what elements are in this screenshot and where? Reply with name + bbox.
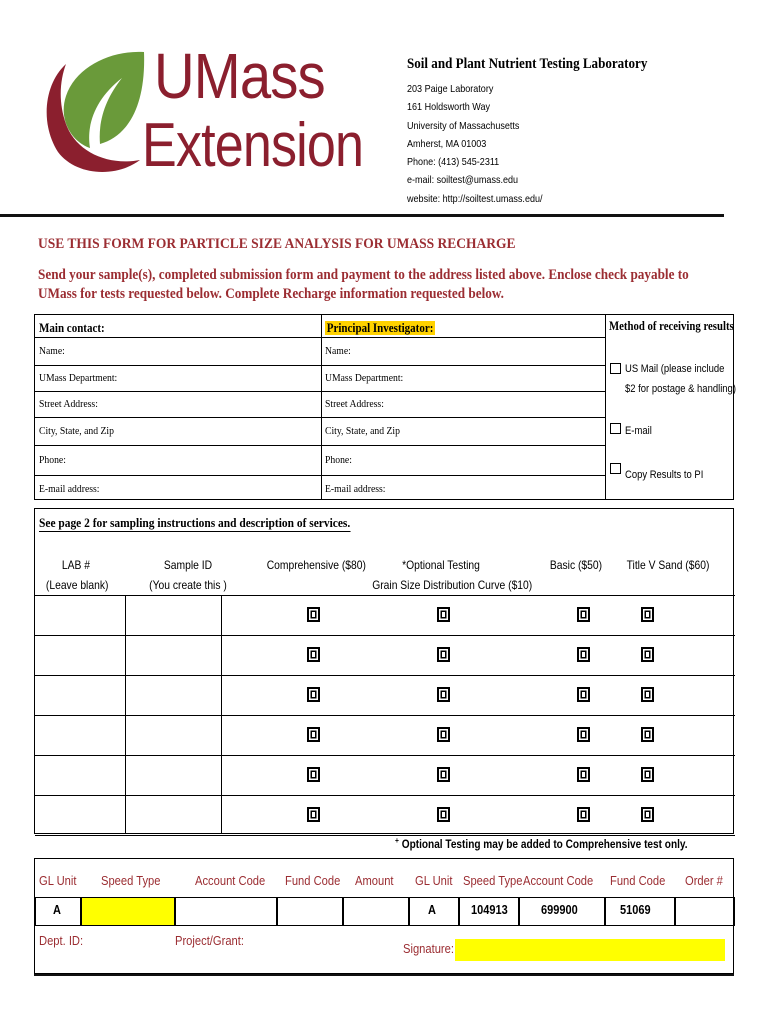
- project-grant-label: Project/Grant:: [175, 933, 244, 948]
- titlev-checkbox[interactable]: [641, 767, 654, 782]
- logo-umass-text: UMass: [154, 40, 325, 112]
- contact-phone-field[interactable]: Phone:: [39, 454, 66, 466]
- lab-number-cell[interactable]: [35, 795, 125, 835]
- gl-unit-header-2: GL Unit: [415, 873, 453, 888]
- signature-field[interactable]: [455, 939, 725, 961]
- account-code-value-2: 699900: [541, 903, 578, 917]
- lab-number-cell[interactable]: [35, 715, 125, 755]
- dept-id-label: Dept. ID:: [39, 933, 84, 948]
- speed-type-header-2: Speed Type: [463, 873, 523, 888]
- pi-heading: [325, 321, 435, 336]
- gl-unit-value-2: A: [428, 903, 436, 917]
- comprehensive-checkbox[interactable]: [307, 767, 320, 782]
- contact-department-field[interactable]: UMass Department:: [39, 372, 118, 384]
- basic-checkbox[interactable]: [577, 767, 590, 782]
- lab-title: Soil and Plant Nutrient Testing Laboratory: [407, 56, 648, 72]
- comprehensive-checkbox[interactable]: [307, 807, 320, 822]
- col-comprehensive-header: Comprehensive ($80): [266, 558, 366, 572]
- account-code-header: Account Code: [195, 873, 266, 888]
- titlev-checkbox[interactable]: [641, 807, 654, 822]
- pi-heading-text: Principal Investigator:: [326, 321, 434, 335]
- sample-id-cell[interactable]: [125, 595, 221, 635]
- lab-number-cell[interactable]: [35, 675, 125, 715]
- leaf-logo-icon: [36, 44, 156, 184]
- optional-testing-note: [395, 836, 688, 851]
- pi-department-field[interactable]: UMass Department:: [325, 372, 404, 384]
- divider: [35, 445, 605, 446]
- method-heading: Method of receiving results: [609, 319, 734, 333]
- order-number-header: Order #: [685, 873, 723, 888]
- sample-id-cell[interactable]: [125, 755, 221, 795]
- order-number-cell[interactable]: [675, 897, 735, 926]
- col-lab-sub: (Leave blank): [45, 578, 109, 592]
- pi-email-field[interactable]: E-mail address:: [325, 483, 386, 495]
- comprehensive-checkbox[interactable]: [307, 607, 320, 622]
- basic-checkbox[interactable]: [577, 727, 590, 742]
- optional-testing-checkbox[interactable]: [437, 807, 450, 822]
- col-optional-title: *Optional Testing: [402, 558, 480, 572]
- optional-testing-checkbox[interactable]: [437, 647, 450, 662]
- titlev-checkbox[interactable]: [641, 687, 654, 702]
- divider: [35, 417, 605, 418]
- speed-type-header: Speed Type: [101, 873, 161, 888]
- us-mail-label-sub: $2 for postage & handling): [625, 383, 736, 395]
- logo-extension-text: Extension: [142, 111, 364, 180]
- fund-code-cell[interactable]: [277, 897, 343, 926]
- col-lab-title: LAB #: [61, 558, 91, 572]
- fund-code-header-2: Fund Code: [610, 873, 666, 888]
- optional-testing-checkbox[interactable]: [437, 767, 450, 782]
- signature-label: Signature:: [403, 941, 454, 956]
- address-line: University of Massachusetts: [407, 119, 520, 132]
- email-method-label: E-mail: [625, 425, 652, 437]
- fund-code-header: Fund Code: [285, 873, 341, 888]
- amount-header: Amount: [355, 873, 394, 888]
- contact-name-field[interactable]: Name:: [39, 345, 65, 357]
- main-contact-heading: Main contact:: [39, 321, 105, 335]
- optional-note-text: Optional Testing may be added to Comprehensive test only.: [401, 837, 688, 851]
- form-headline: USE THIS FORM FOR PARTICLE SIZE ANALYSIS FOR UMASS RECHARGE: [38, 236, 516, 252]
- address-line: 161 Holdsworth Way: [407, 101, 490, 114]
- divider: [35, 365, 605, 366]
- optional-testing-checkbox[interactable]: [437, 687, 450, 702]
- col-sample-header: [141, 555, 236, 595]
- footnote-mark: +: [395, 836, 399, 845]
- website-line: website: http://soiltest.umass.edu/: [407, 192, 543, 205]
- col-basic-header: Basic ($50): [549, 558, 603, 572]
- address-line: 203 Paige Laboratory: [407, 83, 494, 95]
- sample-id-cell[interactable]: [125, 635, 221, 675]
- speed-type-value-2: 104913: [471, 903, 508, 917]
- pi-phone-field[interactable]: Phone:: [325, 454, 352, 466]
- divider: [605, 315, 606, 499]
- sample-id-cell[interactable]: [125, 715, 221, 755]
- basic-checkbox[interactable]: [577, 807, 590, 822]
- fund-code-value-2: 51069: [620, 903, 651, 917]
- pi-street-field[interactable]: Street Address:: [325, 398, 384, 410]
- col-sample-title: Sample ID: [163, 558, 213, 572]
- gl-unit-value: A: [53, 903, 61, 917]
- comprehensive-checkbox[interactable]: [307, 687, 320, 702]
- recharge-section: [34, 858, 734, 974]
- umass-extension-logo: [36, 40, 364, 184]
- divider: [35, 475, 605, 476]
- divider: [321, 315, 322, 499]
- lab-number-cell[interactable]: [35, 595, 125, 635]
- contact-section: [34, 314, 734, 500]
- header-divider: [0, 214, 724, 217]
- basic-checkbox[interactable]: [577, 607, 590, 622]
- basic-checkbox[interactable]: [577, 687, 590, 702]
- comprehensive-checkbox[interactable]: [307, 647, 320, 662]
- sample-id-cell[interactable]: [125, 675, 221, 715]
- copy-pi-checkbox[interactable]: [610, 463, 621, 474]
- us-mail-label: US Mail (please include: [625, 363, 725, 375]
- titlev-checkbox[interactable]: [641, 607, 654, 622]
- form-instructions: Send your sample(s), completed submission form and payment to the address listed above. Enclose check payable to UMass for tests requested below. Complete Recharge information requested below.: [38, 267, 689, 302]
- email-line: e-mail: soiltest@umass.edu: [407, 174, 519, 187]
- titlev-checkbox[interactable]: [641, 727, 654, 742]
- phone-line: Phone: (413) 545-2311: [407, 156, 500, 169]
- account-code-cell[interactable]: [175, 897, 277, 926]
- divider: [35, 391, 605, 392]
- speed-type-cell[interactable]: [81, 897, 175, 926]
- col-titlev-header: Title V Sand ($60): [626, 558, 710, 572]
- amount-cell[interactable]: [343, 897, 409, 926]
- address-line: Amherst, MA 01003: [407, 137, 487, 150]
- footer-divider: [34, 974, 734, 976]
- pi-city-field[interactable]: City, State, and Zip: [325, 425, 400, 437]
- gl-unit-header: GL Unit: [39, 873, 77, 888]
- lab-address-block: [407, 56, 737, 208]
- contact-street-field[interactable]: Street Address:: [39, 398, 98, 410]
- col-optional-sub: Grain Size Distribution Curve ($10): [372, 578, 533, 592]
- us-mail-checkbox[interactable]: [610, 363, 621, 374]
- lab-number-cell[interactable]: [35, 755, 125, 795]
- lab-number-cell[interactable]: [35, 635, 125, 675]
- account-code-header-2: Account Code: [523, 873, 594, 888]
- email-checkbox[interactable]: [610, 423, 621, 434]
- divider: [35, 337, 605, 338]
- optional-testing-checkbox[interactable]: [437, 727, 450, 742]
- titlev-checkbox[interactable]: [641, 647, 654, 662]
- optional-testing-checkbox[interactable]: [437, 607, 450, 622]
- col-lab-header: [45, 555, 109, 595]
- pi-name-field[interactable]: Name:: [325, 345, 351, 357]
- col-sample-sub: (You create this ): [149, 578, 227, 592]
- copy-pi-label: Copy Results to PI: [625, 469, 704, 481]
- col-optional-header: [372, 555, 533, 595]
- sample-id-cell[interactable]: [125, 795, 221, 835]
- basic-checkbox[interactable]: [577, 647, 590, 662]
- contact-city-field[interactable]: City, State, and Zip: [39, 425, 114, 437]
- contact-email-field[interactable]: E-mail address:: [39, 483, 100, 495]
- samples-section: [34, 508, 734, 834]
- see-page-note: See page 2 for sampling instructions and description of services.: [39, 515, 351, 530]
- comprehensive-checkbox[interactable]: [307, 727, 320, 742]
